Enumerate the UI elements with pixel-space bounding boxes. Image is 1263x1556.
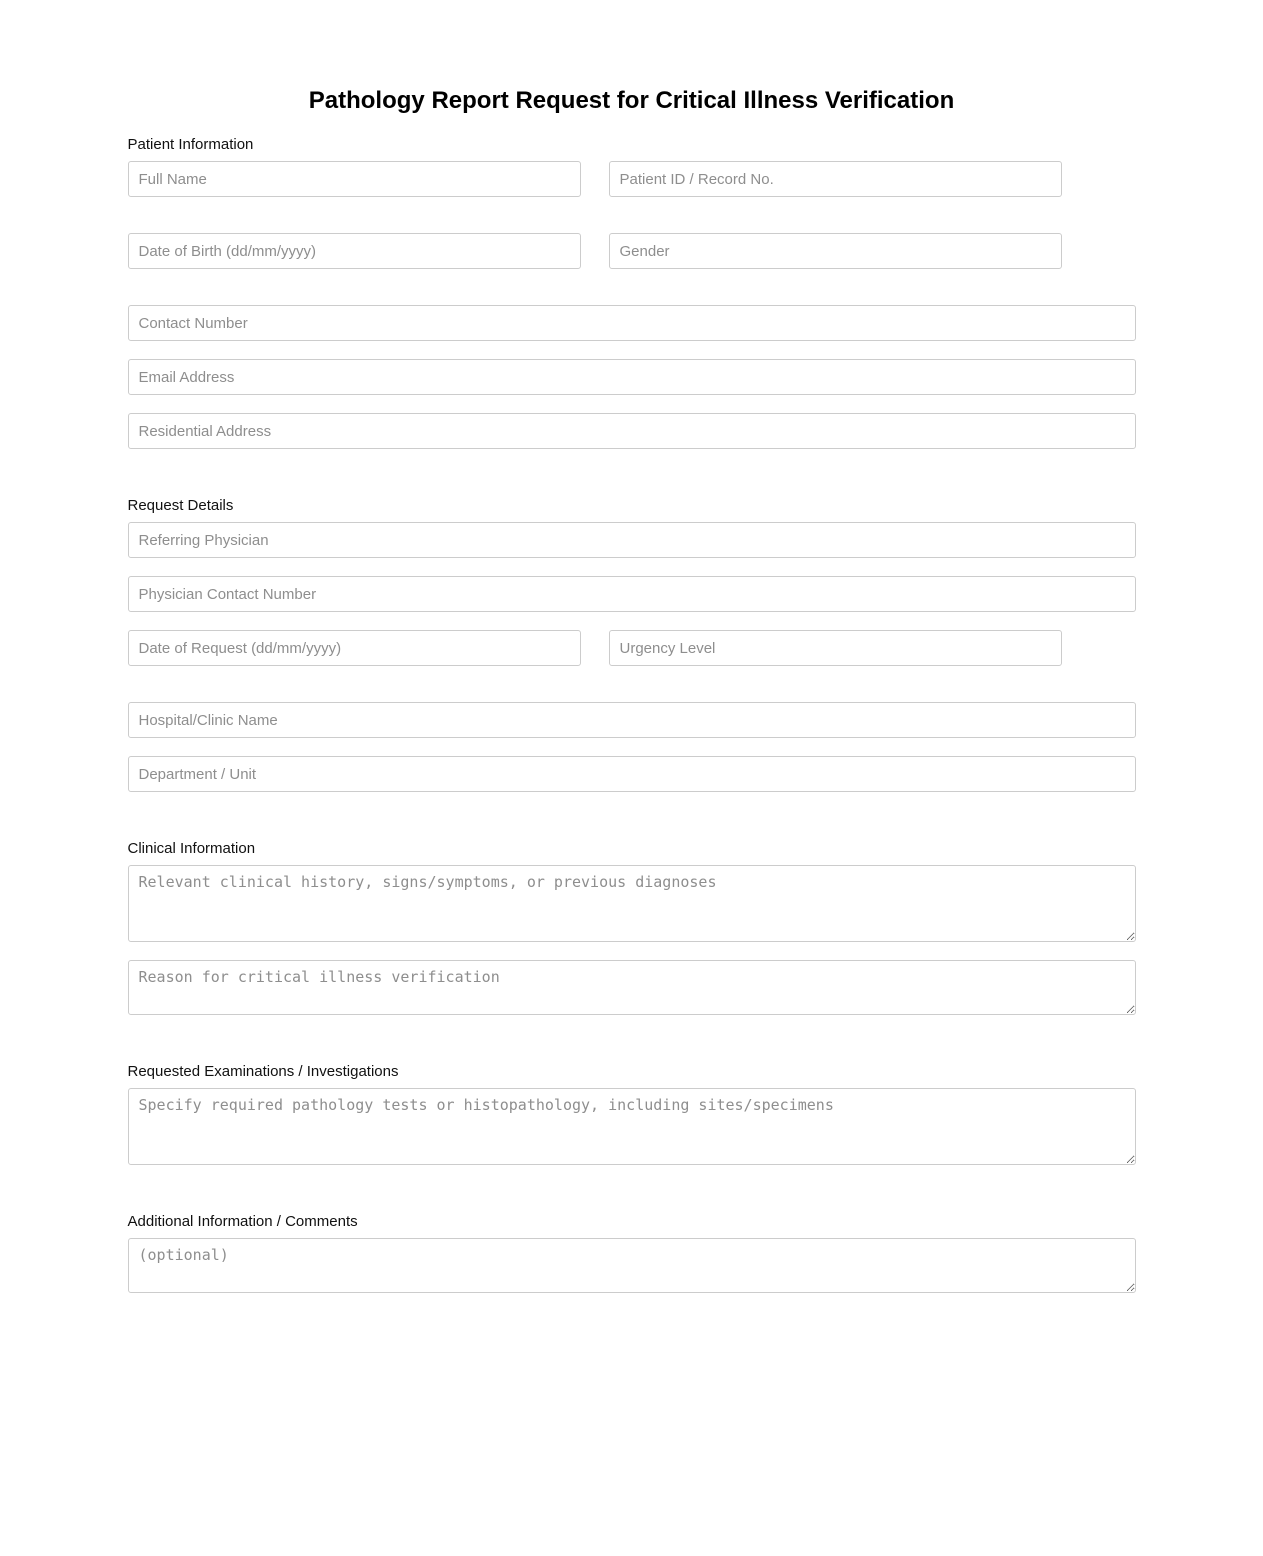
form-row xyxy=(128,359,1136,395)
form-row xyxy=(128,1088,1136,1165)
form-row xyxy=(128,522,1136,558)
clinical-history-textarea[interactable] xyxy=(128,865,1136,942)
comments-textarea[interactable] xyxy=(128,1238,1136,1293)
physician-contact-number-input[interactable] xyxy=(128,576,1136,612)
form-row xyxy=(128,960,1136,1015)
form-row xyxy=(128,305,1136,341)
form-row xyxy=(128,630,1136,666)
full-name-input[interactable] xyxy=(128,161,581,197)
date-of-request-input[interactable] xyxy=(128,630,581,666)
patient-id-input[interactable] xyxy=(609,161,1062,197)
form-row xyxy=(128,756,1136,792)
gender-input[interactable] xyxy=(609,233,1062,269)
email-address-input[interactable] xyxy=(128,359,1136,395)
date-of-birth-input[interactable] xyxy=(128,233,581,269)
section-label-clinical-information: Clinical Information xyxy=(127,840,256,857)
page-title: Pathology Report Request for Critical Illness Verification xyxy=(308,87,955,114)
form-row xyxy=(128,865,1136,942)
form-row xyxy=(128,413,1136,449)
form-row xyxy=(128,233,1136,269)
section-label-additional-information: Additional Information / Comments xyxy=(127,1213,358,1230)
section-label-requested-examinations: Requested Examinations / Investigations xyxy=(127,1063,399,1080)
section-label-patient-information: Patient Information xyxy=(127,136,254,153)
verification-reason-textarea[interactable] xyxy=(128,960,1136,1015)
department-unit-input[interactable] xyxy=(128,756,1136,792)
contact-number-input[interactable] xyxy=(128,305,1136,341)
form-row xyxy=(128,576,1136,612)
form-row xyxy=(128,161,1136,197)
form-page xyxy=(128,0,1136,1556)
referring-physician-input[interactable] xyxy=(128,522,1136,558)
residential-address-input[interactable] xyxy=(128,413,1136,449)
urgency-level-input[interactable] xyxy=(609,630,1062,666)
section-label-request-details: Request Details xyxy=(127,497,234,514)
form-row xyxy=(128,702,1136,738)
examinations-textarea[interactable] xyxy=(128,1088,1136,1165)
form-row xyxy=(128,1238,1136,1293)
hospital-clinic-name-input[interactable] xyxy=(128,702,1136,738)
